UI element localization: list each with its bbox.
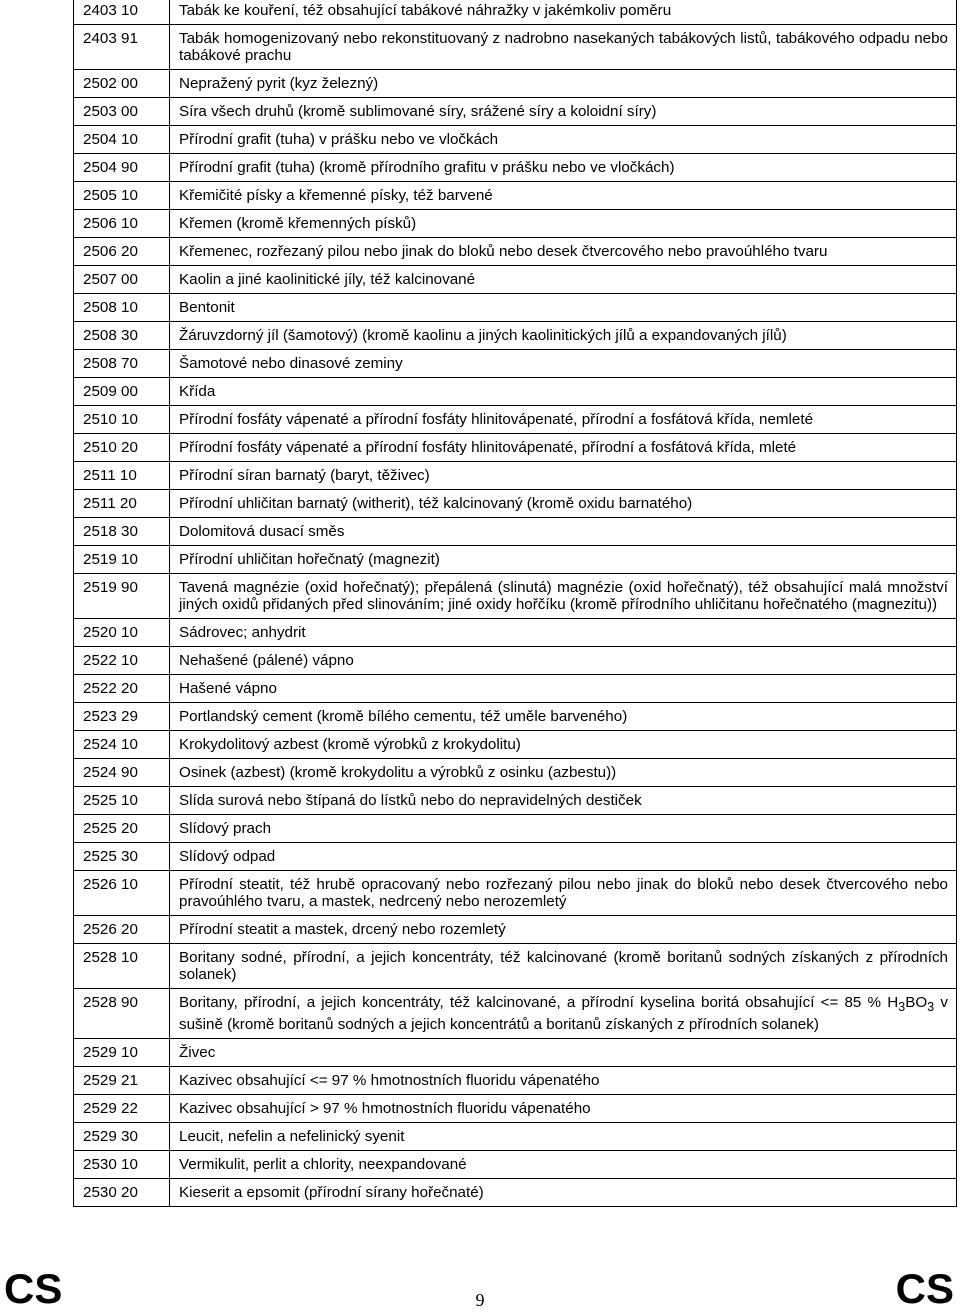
- table-row: [74, 490, 957, 518]
- description-cell: Nehašené (pálené) vápno: [170, 647, 957, 675]
- tariff-code-cell: 2524 90: [74, 759, 170, 787]
- tariff-code-cell: 2511 10: [74, 462, 170, 490]
- table-row: [74, 944, 957, 989]
- table-row: [74, 434, 957, 462]
- tariff-code-cell: 2519 10: [74, 546, 170, 574]
- tariff-code-cell: 2519 90: [74, 574, 170, 619]
- table-row: [74, 647, 957, 675]
- tariff-code-cell: 2518 30: [74, 518, 170, 546]
- description-cell: Přírodní síran barnatý (baryt, těživec): [170, 462, 957, 490]
- table-row: [74, 322, 957, 350]
- tariff-code-cell: 2403 91: [74, 25, 170, 70]
- tariff-code-cell: 2504 90: [74, 154, 170, 182]
- tariff-code-cell: 2525 10: [74, 787, 170, 815]
- table-row: [74, 871, 957, 916]
- table-row: [74, 1095, 957, 1123]
- table-row: [74, 294, 957, 322]
- tariff-code-cell: 2526 10: [74, 871, 170, 916]
- description-cell: Přírodní uhličitan hořečnatý (magnezit): [170, 546, 957, 574]
- tariff-code-cell: 2525 20: [74, 815, 170, 843]
- description-cell: Kieserit a epsomit (přírodní sírany hořečnaté): [170, 1179, 957, 1207]
- footer-language-right: CS: [895, 1265, 954, 1312]
- table-row: [74, 266, 957, 294]
- tariff-code-cell: 2510 20: [74, 434, 170, 462]
- table-row: [74, 1151, 957, 1179]
- description-cell: Přírodní fosfáty vápenaté a přírodní fosfáty hlinitovápenaté, přírodní a fosfátová křída, mleté: [170, 434, 957, 462]
- table-row: [74, 731, 957, 759]
- description-text: v sušině (kromě boritanů sodných a jejich koncentrátů a boritanů získaných z přírodních solanek): [179, 994, 948, 1034]
- tariff-code-table-body: [74, 0, 957, 1207]
- tariff-code-cell: 2530 10: [74, 1151, 170, 1179]
- tariff-code-cell: 2524 10: [74, 731, 170, 759]
- table-row: [74, 619, 957, 647]
- description-cell: Přírodní fosfáty vápenaté a přírodní fosfáty hlinitovápenaté, přírodní a fosfátová křída, nemleté: [170, 406, 957, 434]
- description-cell: Osinek (azbest) (kromě krokydolitu a výrobků z osinku (azbestu)): [170, 759, 957, 787]
- description-cell: Krokydolitový azbest (kromě výrobků z krokydolitu): [170, 731, 957, 759]
- tariff-code-cell: 2508 70: [74, 350, 170, 378]
- tariff-code-cell: 2520 10: [74, 619, 170, 647]
- description-cell: Křemen (kromě křemenných písků): [170, 210, 957, 238]
- description-cell: Síra všech druhů (kromě sublimované síry, srážené síry a koloidní síry): [170, 98, 957, 126]
- table-row: [74, 1123, 957, 1151]
- footer-language-left: CS: [4, 1265, 63, 1312]
- tariff-code-table: [73, 0, 957, 1207]
- table-row: [74, 182, 957, 210]
- tariff-code-cell: 2505 10: [74, 182, 170, 210]
- description-cell: Boritany sodné, přírodní, a jejich koncentráty, též kalcinované (kromě boritanů sodných získaných z přírodních solanek): [170, 944, 957, 989]
- description-cell: Šamotové nebo dinasové zeminy: [170, 350, 957, 378]
- tariff-code-cell: 2529 10: [74, 1039, 170, 1067]
- tariff-code-cell: 2526 20: [74, 916, 170, 944]
- tariff-code-cell: 2529 30: [74, 1123, 170, 1151]
- tariff-code-cell: 2506 20: [74, 238, 170, 266]
- description-cell: Živec: [170, 1039, 957, 1067]
- table-row: [74, 210, 957, 238]
- table-row: [74, 815, 957, 843]
- description-cell: Leucit, nefelin a nefelinický syenit: [170, 1123, 957, 1151]
- formula-subscript: 3: [898, 1000, 906, 1015]
- tariff-code-cell: 2529 22: [74, 1095, 170, 1123]
- tariff-code-cell: 2511 20: [74, 490, 170, 518]
- table-row: [74, 126, 957, 154]
- table-row: [74, 574, 957, 619]
- table-row: [74, 378, 957, 406]
- table-row: [74, 546, 957, 574]
- description-cell: Kaolin a jiné kaolinitické jíly, též kalcinované: [170, 266, 957, 294]
- page-number: 9: [475, 1290, 485, 1310]
- table-row: [74, 154, 957, 182]
- table-row: [74, 787, 957, 815]
- description-cell: Přírodní grafit (tuha) (kromě přírodního grafitu v prášku nebo ve vločkách): [170, 154, 957, 182]
- tariff-code-cell: 2522 20: [74, 675, 170, 703]
- table-row: [74, 1039, 957, 1067]
- tariff-code-cell: 2508 10: [74, 294, 170, 322]
- table-row: [74, 703, 957, 731]
- tariff-code-cell: 2528 10: [74, 944, 170, 989]
- description-text: Boritany, přírodní, a jejich koncentráty, též kalcinované, a přírodní kyselina boritá obsahující <= 85 % H: [179, 994, 899, 1011]
- description-cell: Křemenec, rozřezaný pilou nebo jinak do bloků nebo desek čtvercového nebo pravoúhlého tvaru: [170, 238, 957, 266]
- tariff-code-cell: 2507 00: [74, 266, 170, 294]
- description-cell: Slídový odpad: [170, 843, 957, 871]
- table-row: [74, 989, 957, 1039]
- tariff-code-cell: 2530 20: [74, 1179, 170, 1207]
- description-cell: Bentonit: [170, 294, 957, 322]
- description-cell: Sádrovec; anhydrit: [170, 619, 957, 647]
- tariff-code-cell: 2523 29: [74, 703, 170, 731]
- description-cell: Přírodní steatit, též hrubě opracovaný nebo rozřezaný pilou nebo jinak do bloků nebo desek čtvercového nebo pravoúhlého tvaru, a mastek, nedrcený nebo nerozemletý: [170, 871, 957, 916]
- description-cell: Kazivec obsahující > 97 % hmotnostních fluoridu vápenatého: [170, 1095, 957, 1123]
- table-row: [74, 406, 957, 434]
- description-cell: Přírodní uhličitan barnatý (witherit), též kalcinovaný (kromě oxidu barnatého): [170, 490, 957, 518]
- tariff-code-cell: 2506 10: [74, 210, 170, 238]
- tariff-code-cell: 2528 90: [74, 989, 170, 1039]
- table-row: [74, 98, 957, 126]
- description-cell: Hašené vápno: [170, 675, 957, 703]
- table-row: [74, 1179, 957, 1207]
- description-cell: Tavená magnézie (oxid hořečnatý); přepálená (slinutá) magnézie (oxid hořečnatý), též obsahující malá množství jiných oxidů přidaných před slinováním; jiné oxidy hořčíku (kromě přírodního uhličitanu hořečnatého (magnezitu)): [170, 574, 957, 619]
- description-cell: Portlandský cement (kromě bílého cementu, též uměle barveného): [170, 703, 957, 731]
- description-cell: Nepražený pyrit (kyz železný): [170, 70, 957, 98]
- formula-subscript: 3: [927, 1000, 935, 1015]
- tariff-code-cell: 2529 21: [74, 1067, 170, 1095]
- tariff-code-cell: 2509 00: [74, 378, 170, 406]
- tariff-code-cell: 2503 00: [74, 98, 170, 126]
- table-row: [74, 675, 957, 703]
- tariff-code-cell: 2508 30: [74, 322, 170, 350]
- table-row: [74, 759, 957, 787]
- description-cell: Tabák homogenizovaný nebo rekonstituovaný z nadrobno nasekaných tabákových listů, tabákového odpadu nebo tabákové prachu: [170, 25, 957, 70]
- description-cell: Kazivec obsahující <= 97 % hmotnostních fluoridu vápenatého: [170, 1067, 957, 1095]
- table-row: [74, 70, 957, 98]
- description-cell: Žáruvzdorný jíl (šamotový) (kromě kaolinu a jiných kaolinitických jílů a expandovaných jílů): [170, 322, 957, 350]
- description-cell: Křída: [170, 378, 957, 406]
- table-row: [74, 1067, 957, 1095]
- table-row: [74, 350, 957, 378]
- description-cell: Přírodní steatit a mastek, drcený nebo rozemletý: [170, 916, 957, 944]
- description-cell: [170, 989, 957, 1039]
- description-cell: Slídový prach: [170, 815, 957, 843]
- description-cell: Slída surová nebo štípaná do lístků nebo do nepravidelných destiček: [170, 787, 957, 815]
- tariff-code-cell: 2504 10: [74, 126, 170, 154]
- tariff-code-cell: 2522 10: [74, 647, 170, 675]
- description-cell: Vermikulit, perlit a chlority, neexpandované: [170, 1151, 957, 1179]
- tariff-code-cell: 2510 10: [74, 406, 170, 434]
- table-row: [74, 518, 957, 546]
- description-cell: Přírodní grafit (tuha) v prášku nebo ve vločkách: [170, 126, 957, 154]
- description-text: BO: [905, 994, 928, 1011]
- table-row: [74, 462, 957, 490]
- table-row: [74, 25, 957, 70]
- description-cell: Tabák ke kouření, též obsahující tabákové náhražky v jakémkoliv poměru: [170, 0, 957, 25]
- tariff-code-cell: 2525 30: [74, 843, 170, 871]
- table-row: [74, 916, 957, 944]
- description-cell: Křemičité písky a křemenné písky, též barvené: [170, 182, 957, 210]
- table-row: [74, 0, 957, 25]
- description-cell: Dolomitová dusací směs: [170, 518, 957, 546]
- tariff-code-cell: 2403 10: [74, 0, 170, 25]
- table-row: [74, 843, 957, 871]
- tariff-code-cell: 2502 00: [74, 70, 170, 98]
- table-row: [74, 238, 957, 266]
